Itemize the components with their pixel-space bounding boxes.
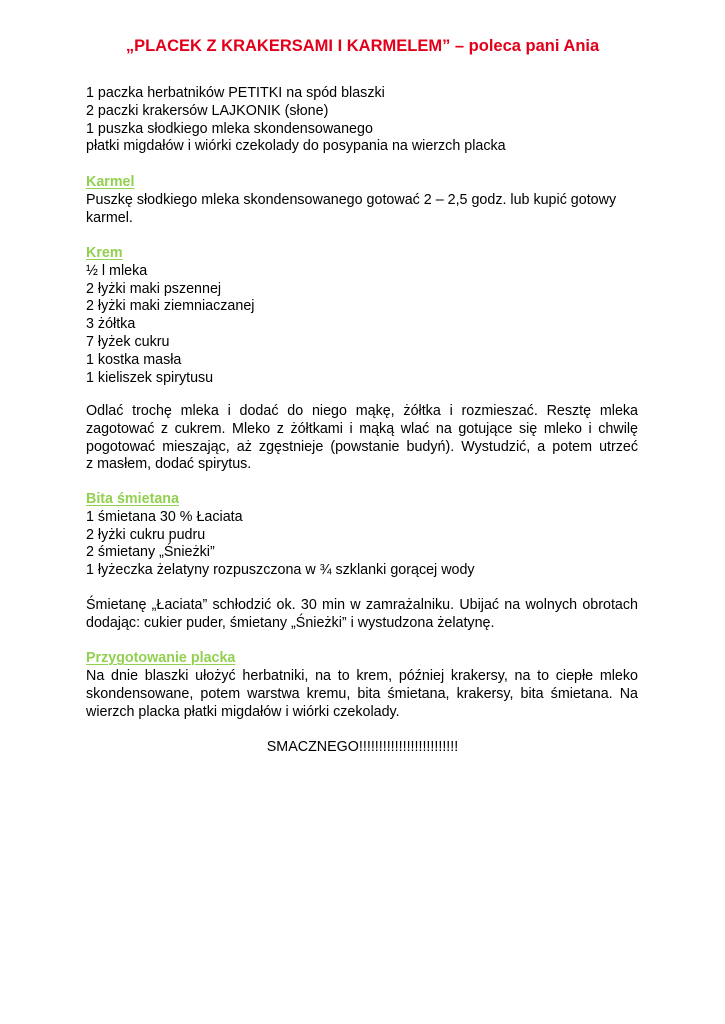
krem-ingredient: 1 kieliszek spirytusu [86, 369, 214, 386]
ingredient-line: 1 paczka herbatników PETITKI na spód blaszki [86, 85, 385, 101]
krem-ingredient: ½ l mleka [86, 262, 148, 279]
karmel-heading: Karmel [86, 174, 135, 190]
krem-instruction-line: pogotować mieszając, aż zgęstnieje (powstanie budyń). Wystudzić, a potem utrzeć [86, 438, 638, 455]
krem-instruction-line: zagotować z cukrem. Mleko z żółtkami i mąką wlać na gotujące się mleko i chwilę [86, 420, 638, 437]
karmel-section [86, 174, 638, 227]
bita-heading: Bita śmietana [86, 491, 179, 507]
krem-instruction-line: z masłem, dodać spirytus. [86, 456, 252, 473]
krem-ingredient: 2 łyżki maki ziemniaczanej [86, 298, 255, 315]
przygotowanie-text [86, 668, 638, 721]
krem-instruction-line: Odlać trochę mleka i dodać do niego mąkę, żółtka i rozmieszać. Resztę mleka [86, 403, 638, 419]
przygotowanie-line: skondensowane, potem warstwa kremu, bita śmietana, krakersy, bita śmietana. Na [86, 685, 638, 702]
closing-text: SMACZNEGO!!!!!!!!!!!!!!!!!!!!!!!!! [266, 739, 459, 755]
bita-instruction-line: Śmietanę „Łaciata” schłodzić ok. 30 min w zamrażalniku. Ubijać na wolnych obrotach [86, 597, 638, 613]
bita-instruction-line: dodając: cukier puder, śmietany „Śnieżki” i wystudzona żelatynę. [86, 614, 495, 631]
krem-ingredient: 7 łyżek cukru [86, 333, 170, 350]
krem-instructions [86, 403, 638, 474]
recipe-title: „PLACEK Z KRAKERSAMI I KARMELEM” – poleca pani Ania [125, 37, 600, 55]
krem-ingredient: 3 żółtka [86, 316, 136, 333]
bita-ingredient: 2 śmietany „Śnieżki” [86, 544, 215, 561]
ingredient-line: 1 puszka słodkiego mleka skondensowanego [86, 120, 373, 137]
bita-section [86, 491, 638, 580]
przygotowanie-line: Na dnie blaszki ułożyć herbatniki, na to krem, później krakersy, na to ciepłe mleko [86, 668, 638, 684]
bita-ingredient: 1 śmietana 30 % Łaciata [86, 508, 243, 525]
karmel-text-line: Puszkę słodkiego mleka skondensowanego gotować 2 – 2,5 godz. lub kupić gotowy [86, 191, 617, 208]
przygotowanie-line: wierzch placka płatki migdałów i wiórki czekolady. [86, 703, 400, 720]
ingredients-list [86, 85, 638, 156]
bita-ingredient: 2 łyżki cukru pudru [86, 526, 206, 543]
krem-ingredient: 2 łyżki maki pszennej [86, 280, 222, 297]
bita-instructions [86, 597, 638, 633]
karmel-text-line: karmel. [86, 209, 133, 226]
ingredient-line: płatki migdałów i wiórki czekolady do posypania na wierzch placka [86, 138, 506, 155]
ingredient-line: 2 paczki krakersów LAJKONIK (słone) [86, 102, 329, 119]
przygotowanie-section [86, 650, 638, 668]
krem-heading: Krem [86, 245, 123, 261]
krem-ingredient: 1 kostka masła [86, 351, 182, 368]
bita-ingredient: 1 łyżeczka żelatyny rozpuszczona w ¾ szklanki gorącej wody [86, 562, 475, 579]
przygotowanie-heading: Przygotowanie placka [86, 650, 236, 666]
krem-section [86, 245, 638, 387]
